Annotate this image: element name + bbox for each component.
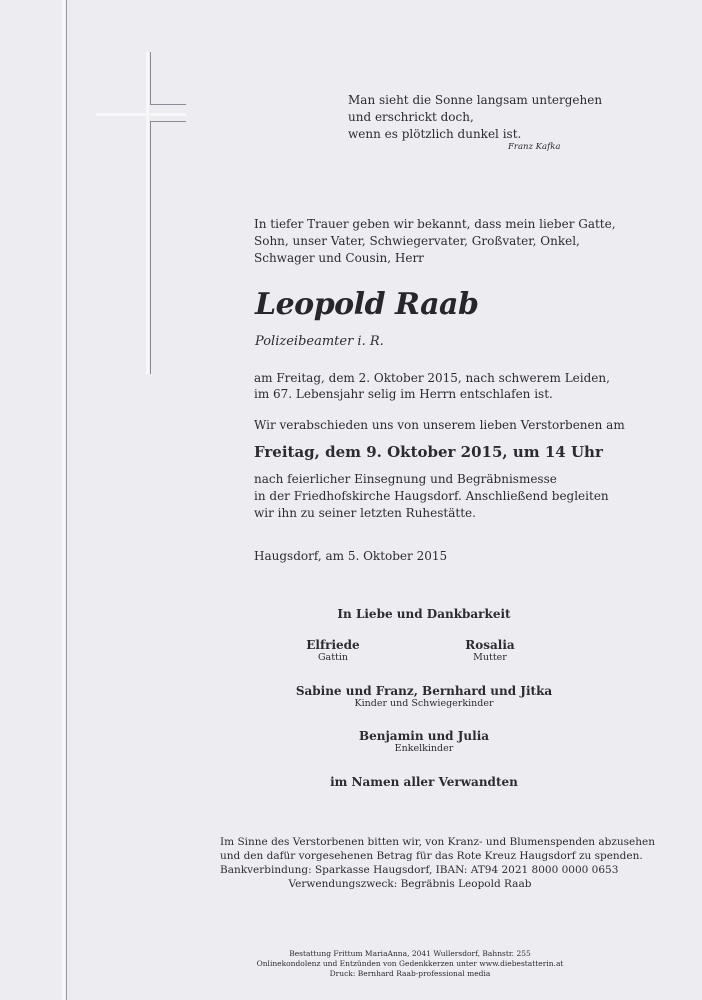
mourners-heading: In Liebe und Dankbarkeit <box>337 607 511 621</box>
printer-line: Bestattung Frittum MariaAnna, 2041 Wullersdorf, Bahnstr. 255 <box>289 949 531 958</box>
place-date: Haugsdorf, am 5. Oktober 2015 <box>254 549 448 563</box>
mourner-name: Sabine und Franz, Bernhard und Jitka <box>295 684 553 698</box>
donation-line: Bankverbindung: Sparkasse Haugsdorf, IBAN: AT94 2021 8000 0000 0653 <box>220 864 619 876</box>
cross-lower-line <box>150 121 151 374</box>
deceased-title: Polizeibeamter i. R. <box>255 334 384 349</box>
mourner-name: Rosalia <box>465 638 515 652</box>
farewell-text: Wir verabschieden uns von unserem lieben Verstorbenen am <box>254 418 625 432</box>
ceremony-line: wir ihn zu seiner letzten Ruhestätte. <box>254 506 476 520</box>
death-line: im 67. Lebensjahr selig im Herrn entschlafen ist. <box>254 387 553 401</box>
mourner-relation: Mutter <box>473 652 507 663</box>
left-border-line <box>66 0 67 1000</box>
donation-line: Im Sinne des Verstorbenen bitten wir, von Kranz- und Blumenspenden abzusehen <box>220 836 656 848</box>
mourner-relation: Kinder und Schwiegerkinder <box>354 698 494 709</box>
mourners-closing: im Namen aller Verwandten <box>330 775 518 789</box>
mourner-mother <box>440 638 540 663</box>
printer-line: Druck: Bernhard Raab-professional media <box>329 969 491 978</box>
mourner-relation: Gattin <box>317 652 349 663</box>
mourner-grandchildren <box>254 729 594 754</box>
funeral-date: Freitag, dem 9. Oktober 2015, um 14 Uhr <box>254 443 603 461</box>
quote-line: wenn es plötzlich dunkel ist. <box>348 127 522 141</box>
cross-top-bar <box>150 104 186 105</box>
intro-line: Schwager und Cousin, Herr <box>254 251 424 265</box>
deceased-name: Leopold Raab <box>255 287 479 322</box>
printer-info <box>220 949 600 979</box>
cross-horizontal-highlight <box>96 113 186 116</box>
cross-vertical-line <box>150 52 151 104</box>
donation-line: Verwendungszweck: Begräbnis Leopold Raab <box>288 878 532 890</box>
quote-line: Man sieht die Sonne langsam untergehen <box>348 93 603 107</box>
quote-author: Franz Kafka <box>508 142 561 152</box>
intro-line: In tiefer Trauer geben wir bekannt, dass mein lieber Gatte, <box>254 217 616 231</box>
ceremony-line: nach feierlicher Einsegnung und Begräbnismesse <box>254 472 557 486</box>
donation-note <box>220 835 656 891</box>
mourner-wife <box>283 638 383 663</box>
quote-line: und erschrickt doch, <box>348 110 474 124</box>
mourner-relation: Enkelkinder <box>394 743 454 754</box>
mourner-name: Elfriede <box>306 638 360 652</box>
ceremony-line: in der Friedhofskirche Haugsdorf. Anschließend begleiten <box>254 489 609 503</box>
intro-line: Sohn, unser Vater, Schwiegervater, Großvater, Onkel, <box>254 234 580 248</box>
kafka-quote <box>348 92 602 143</box>
donation-line: und den dafür vorgesehenen Betrag für das Rote Kreuz Haugsdorf zu spenden. <box>220 850 643 862</box>
mourner-name: Benjamin und Julia <box>358 729 490 743</box>
death-line: am Freitag, dem 2. Oktober 2015, nach schwerem Leiden, <box>254 371 610 385</box>
announcement-intro <box>254 216 616 267</box>
death-notice <box>254 370 610 402</box>
left-border-highlight <box>62 0 65 1000</box>
cross-vertical-highlight <box>146 52 149 374</box>
ceremony-text <box>254 471 609 522</box>
mourner-children <box>254 684 594 709</box>
printer-line: Onlinekondolenz und Entzünden von Gedenkkerzen unter www.diebestatterin.at <box>256 959 564 968</box>
cross-bottom-bar <box>150 121 186 122</box>
